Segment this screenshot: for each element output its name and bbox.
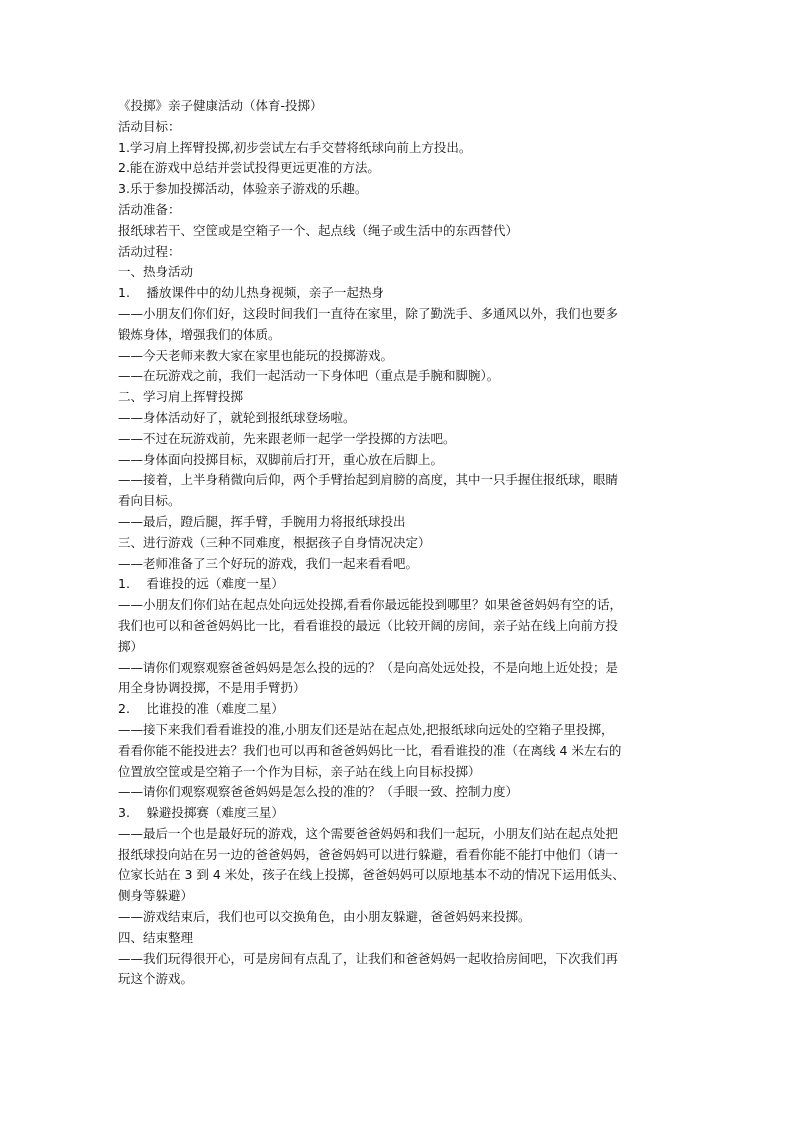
text-line: 看向目标。 [118,493,181,509]
text-line: 玩这个游戏。 [118,971,194,987]
text-line: ——老师准备了三个好玩的游戏，我们一起来看看吧。 [118,555,419,571]
section-heading-preparation: 活动准备： [118,201,181,217]
game-3-heading: 3. 躲避投掷赛（难度三星） [118,805,284,821]
part-heading-warmup: 一、热身活动 [118,264,194,280]
objective-2: 2.能在游戏中总结并尝试投得更远更准的方法。 [118,160,380,176]
preparation-materials: 报纸球若干、空筐或是空箱子一个、起点线（绳子或生活中的东西替代） [118,222,519,238]
text-line: ——请你们观察观察爸爸妈妈是怎么投的准的？（手眼一致、控制力度） [118,784,519,800]
warmup-step-1: 1. 播放课件中的幼儿热身视频，亲子一起热身 [118,285,384,301]
text-line: 报纸球投向站在另一边的爸爸妈妈，爸爸妈妈可以进行躲避，看看你能不能打中他们（请一 [118,846,619,862]
text-line: ——最后，蹬后腿，挥手臂，手腕用力将报纸球投出 [118,513,406,529]
game-1-heading: 1. 看谁投的远（难度一星） [118,576,284,592]
text-line: ——我们玩得很开心，可是房间有点乱了，让我们和爸爸妈妈一起收拾房间吧，下次我们再 [118,950,619,966]
text-line: ——身体活动好了，就轮到报纸球登场啦。 [118,409,356,425]
text-line: 看看你能不能投进去？我们也可以再和爸爸妈妈比一比，看看谁投的准（在离线 4 米左右的 [118,742,622,758]
game-2-heading: 2. 比谁投的准（难度二星） [118,701,284,717]
text-line: ——请你们观察观察爸爸妈妈是怎么投的远的？（是向高处远处投，不是向地上近处投；是 [118,659,619,675]
section-heading-process: 活动过程： [118,243,181,259]
text-line: ——身体面向投掷目标，双脚前后打开，重心放在后脚上。 [118,451,444,467]
text-line: ——接着，上半身稍微向后仰，两个手臂抬起到肩膀的高度，其中一只手握住报纸球，眼睛 [118,472,619,488]
part-heading-wrapup: 四、结束整理 [118,929,194,945]
text-line: 位家长站在 3 到 4 米处，孩子在线上投掷，爸爸妈妈可以原地基本不动的情况下运用低头、 [118,867,625,883]
objective-1: 1.学习肩上挥臂投掷,初步尝试左右手交替将纸球向前上方投出。 [118,139,472,155]
text-line: ——今天老师来教大家在家里也能玩的投掷游戏。 [118,347,394,363]
text-line: 位置放空筐或是空箱子一个作为目标，亲子站在线上向目标投掷） [118,763,481,779]
text-line: 侧身等躲避） [118,888,194,904]
text-line: ——接下来我们看看谁投的准,小朋友们还是站在起点处,把报纸球向远处的空箱子里投掷， [118,721,614,737]
section-heading-objectives: 活动目标： [118,118,181,134]
objective-3: 3.乐于参加投掷活动，体验亲子游戏的乐趣。 [118,181,368,197]
text-line: 用全身协调投掷，不是用手臂扔） [118,680,306,696]
text-line: 掷） [118,638,144,654]
text-line: ——小朋友们你们站在起点处向远处投掷,看看你最远能投到哪里？如果爸爸妈妈有空的话， [118,597,622,613]
text-line: ——不过在玩游戏前，先来跟老师一起学一学投掷的方法吧。 [118,430,456,446]
document-body [118,96,688,990]
text-line: ——游戏结束后，我们也可以交换角色，由小朋友躲避，爸爸妈妈来投掷。 [118,909,531,925]
part-heading-throwing: 二、学习肩上挥臂投掷 [118,389,244,405]
text-line: ——最后一个也是最好玩的游戏，这个需要爸爸妈妈和我们一起玩，小朋友们站在起点处把 [118,825,619,841]
text-line: 我们也可以和爸爸妈妈比一比，看看谁投的最远（比较开阔的房间，亲子站在线上向前方投 [118,617,619,633]
text-line: ——小朋友们你们好，这段时间我们一直待在家里，除了勤洗手、多通风以外，我们也要多 [118,305,619,321]
text-line: 锻炼身体，增强我们的体质。 [118,326,281,342]
part-heading-games: 三、进行游戏（三种不同难度，根据孩子自身情况决定） [118,534,431,550]
document-title: 《投掷》亲子健康活动（体育-投掷） [118,98,323,113]
text-line: ——在玩游戏之前，我们一起活动一下身体吧（重点是手腕和脚腕）。 [118,368,500,384]
